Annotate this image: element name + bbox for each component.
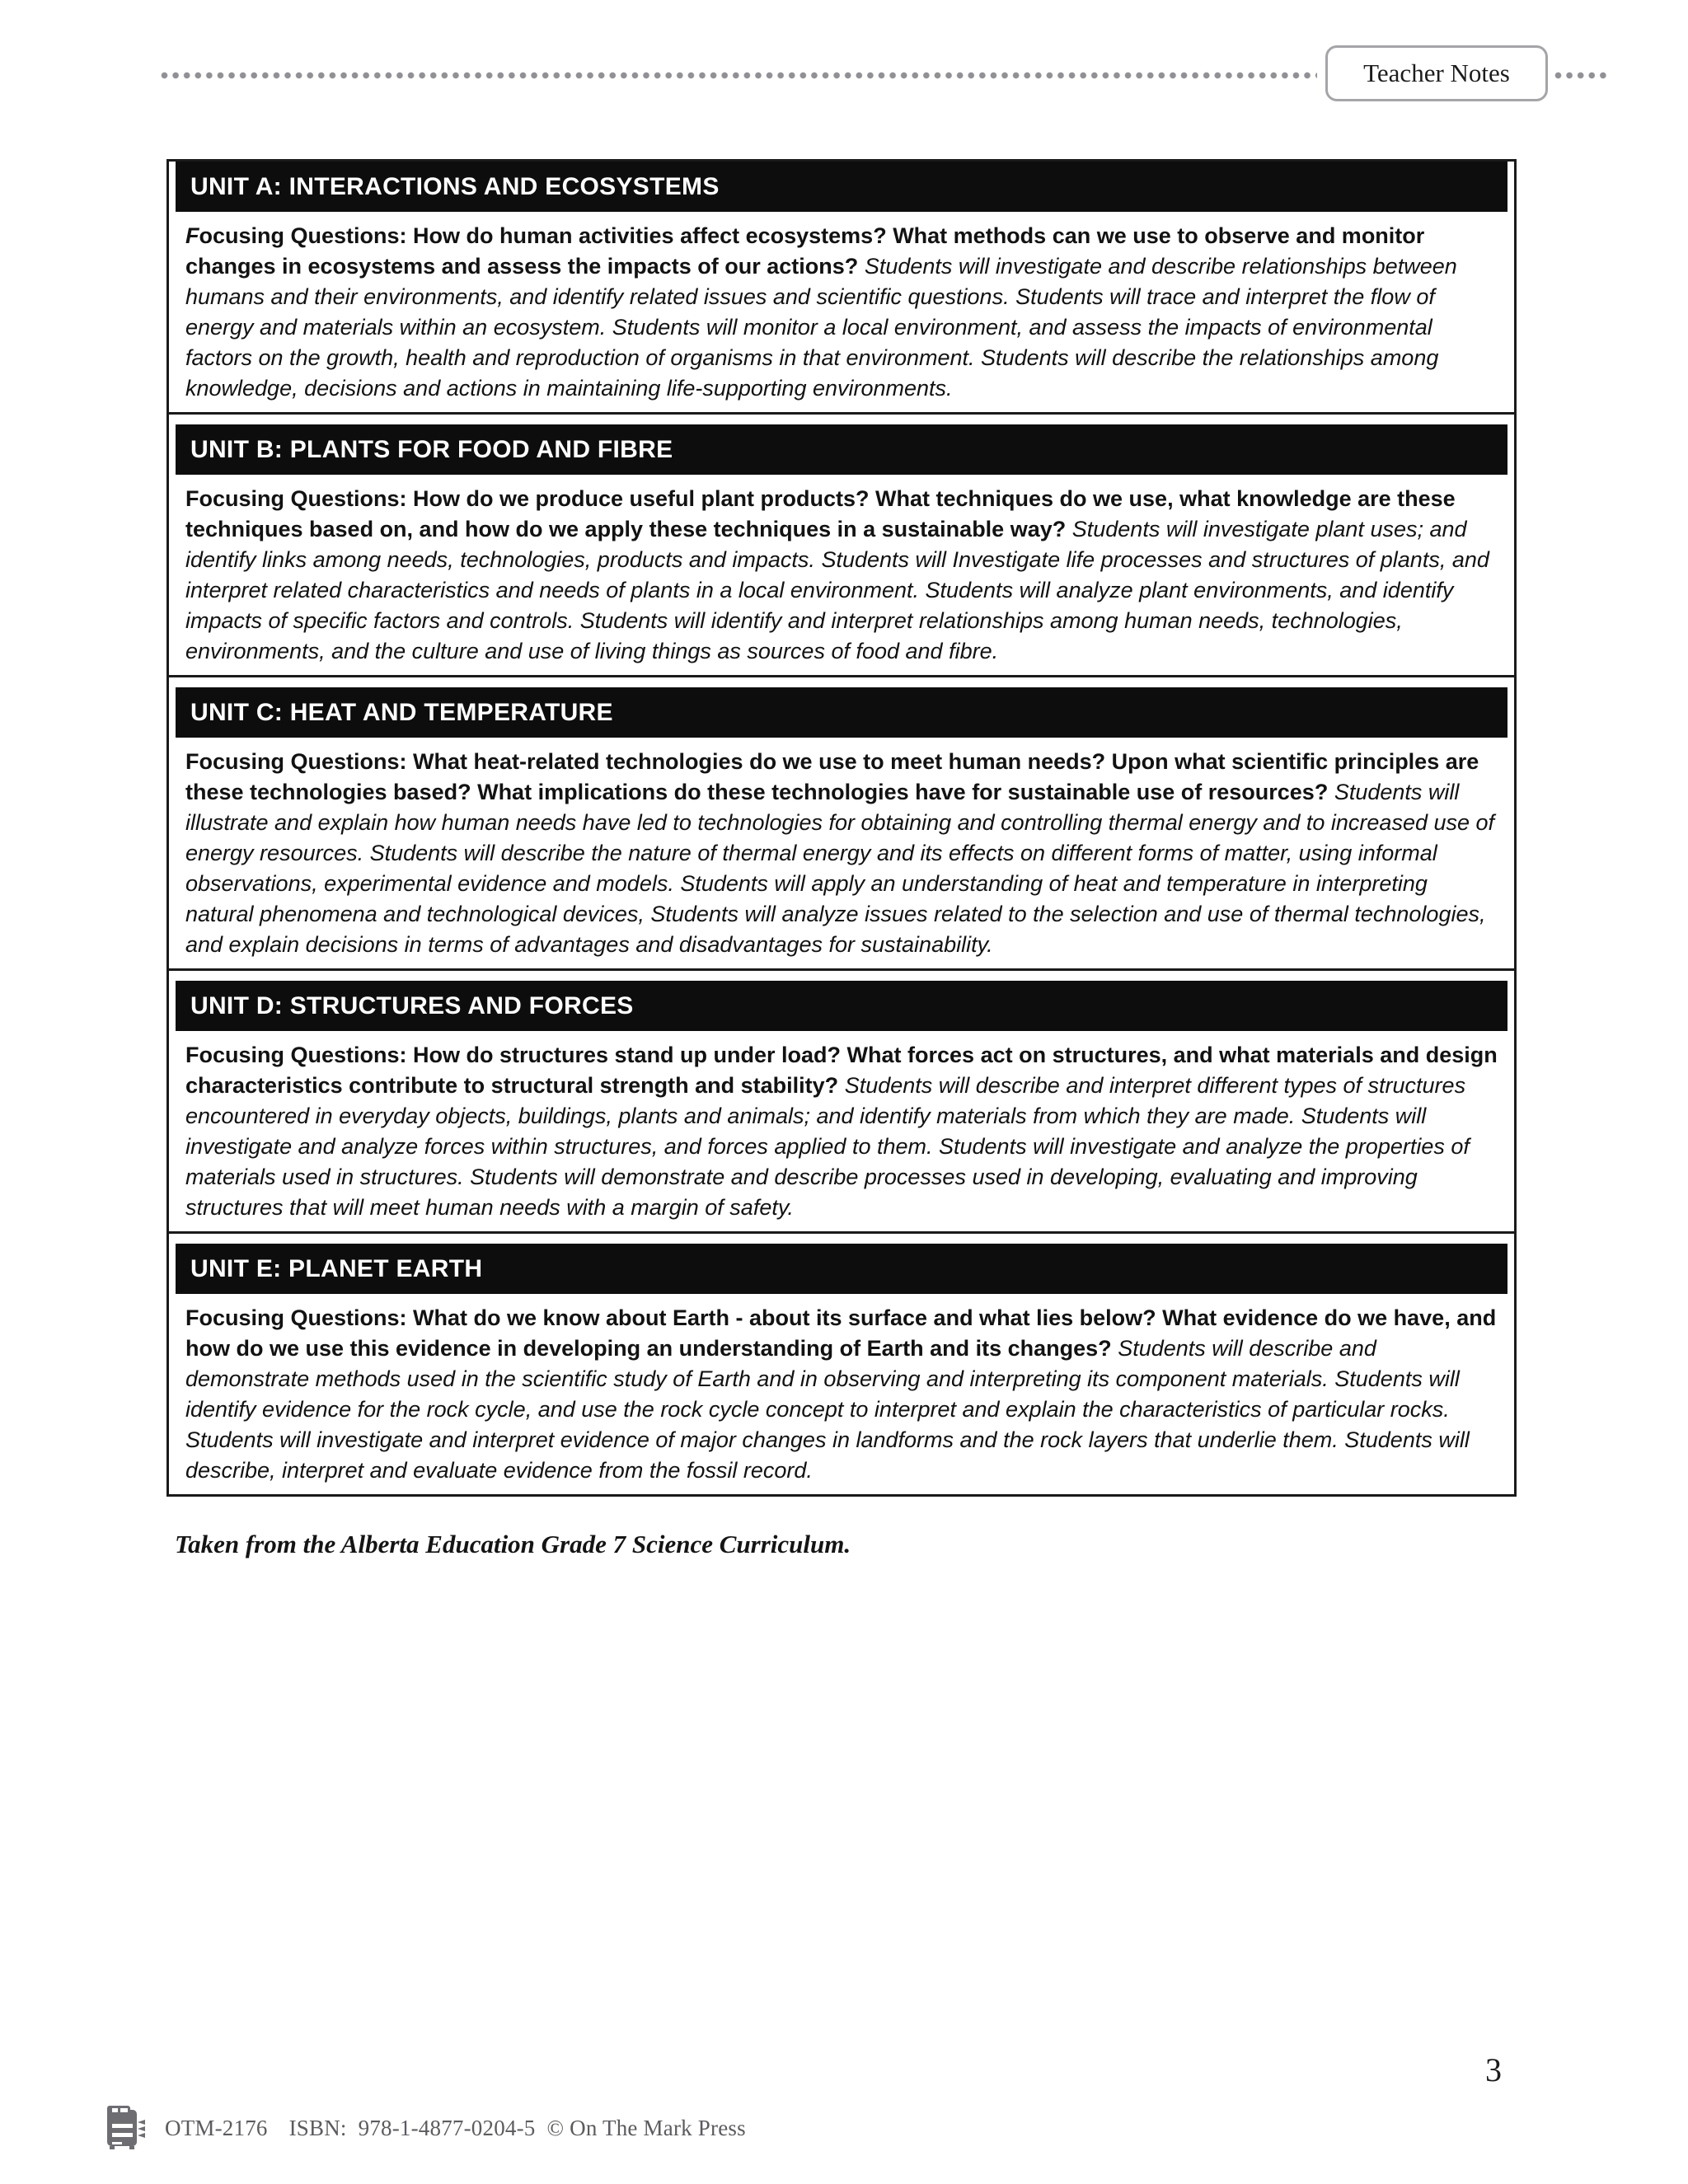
unit-header: UNIT A: INTERACTIONS AND ECOSYSTEMS — [176, 162, 1507, 212]
focusing-questions: Focusing Questions: How do we produce useful plant products? What techniques do we use, what knowledge are these techniques based on, and how do we apply these techniques in a sustainable way? — [185, 486, 1456, 541]
page-number: 3 — [1485, 2051, 1502, 2088]
unit-summary: Students will describe and interpret different types of structures encountered in everyday objects, buildings, plants and animals; and identify materials from which they are made. Students will investigate and analyze forces within structures, and forces applied to them. Students will investigate and analyze the properties of materials used in structures. Students will demonstrate and describe processes used in developing, evaluating and improving structures that will meet human needs with a margin of safety. — [185, 1073, 1470, 1220]
teacher-notes-tab — [1325, 45, 1548, 101]
unit-section-c — [169, 675, 1514, 968]
unit-summary: Students will describe and demonstrate methods used in the scientific study of Earth and in observing and interpreting its component materials. Students will identify evidence for the rock cycle, and use the rock cycle concept to interpret and explain the characteristics of particular rocks. Students will investigate and interpret evidence of major changes in landforms and the rock layers that underlie them. Students will describe, interpret and evaluate evidence from the fossil record. — [185, 1336, 1470, 1483]
unit-header: UNIT E: PLANET EARTH — [176, 1244, 1507, 1294]
italic-lead-letter: F — [185, 223, 199, 248]
unit-description — [169, 738, 1514, 968]
unit-description — [169, 212, 1514, 412]
source-caption: Taken from the Alberta Education Grade 7 Science Curriculum. — [175, 1530, 851, 1558]
teacher-notes-label: Teacher Notes — [1363, 59, 1510, 87]
isbn-label: ISBN: — [288, 2115, 347, 2140]
unit-description — [169, 1294, 1514, 1494]
unit-summary: Students will investigate and describe relationships between humans and their environments, and identify related issues and scientific questions. Students will trace and interpret the flow of energy and materials within an ecosystem. Students will monitor a local environment, and assess the impacts of environmental factors on the growth, health and reproduction of organisms in that environment. Students will describe the relationships among knowledge, decisions and actions in maintaining life-supporting environments. — [185, 254, 1457, 401]
focusing-questions: Focusing Questions: What do we know about Earth - about its surface and what lies below? What evidence do we have, and how do we use this evidence in developing an understanding of Earth and its changes? — [185, 1305, 1497, 1361]
unit-summary: Students will investigate plant uses; and identify links among needs, technologies, products and impacts. Students will Investigate life processes and structures of plants, and interpret related characteristics and needs of plants in a local environment. Students will analyze plant environments, and identify impacts of specific factors and controls. Students will identify and interpret relationships among human needs, technologies, environments, and the culture and use of living things as sources of food and fibre. — [185, 517, 1489, 663]
product-code: OTM-2176 — [165, 2115, 268, 2140]
unit-header: UNIT C: HEAT AND TEMPERATURE — [176, 687, 1507, 738]
footer — [106, 2104, 746, 2152]
dotted-rule-left — [161, 72, 1317, 79]
footer-credit — [165, 2116, 746, 2141]
unit-section-a — [169, 162, 1514, 412]
units-container — [166, 159, 1517, 1497]
focusing-questions: Focusing Questions: How do human activities affect ecosystems? What methods can we use to observe and monitor changes in ecosystems and assess the impacts of our actions? — [185, 223, 1425, 279]
dotted-rule-right — [1554, 72, 1611, 79]
unit-section-b — [169, 412, 1514, 675]
unit-header: UNIT D: STRUCTURES AND FORCES — [176, 981, 1507, 1031]
copier-icon — [106, 2104, 147, 2152]
unit-section-e — [169, 1231, 1514, 1494]
unit-header: UNIT B: PLANTS FOR FOOD AND FIBRE — [176, 424, 1507, 475]
unit-summary: Students will illustrate and explain how human needs have led to technologies for obtaining and controlling thermal energy and to increased use of energy resources. Students will describe the nature of thermal energy and its effects on different forms of matter, using informal observations, experimental evidence and models. Students will apply an understanding of heat and temperature in interpreting natural phenomena and technological devices, Students will analyze issues related to the selection and use of thermal technologies, and explain decisions in terms of advantages and disadvantages for sustainability. — [185, 780, 1495, 957]
unit-section-d — [169, 968, 1514, 1231]
unit-description — [169, 1031, 1514, 1231]
focusing-questions: Focusing Questions: How do structures stand up under load? What forces act on structures, and what materials and design characteristics contribute to structural strength and stability? — [185, 1043, 1498, 1098]
focusing-questions: Focusing Questions: What heat-related technologies do we use to meet human needs? Upon what scientific principles are these technologies based? What implications do these technologies have for sustainable use of resources? — [185, 749, 1479, 804]
isbn-number: 978-1-4877-0204-5 — [358, 2115, 536, 2140]
document-area — [166, 159, 1517, 1559]
publisher-credit: © On The Mark Press — [546, 2115, 746, 2140]
unit-description — [169, 475, 1514, 675]
